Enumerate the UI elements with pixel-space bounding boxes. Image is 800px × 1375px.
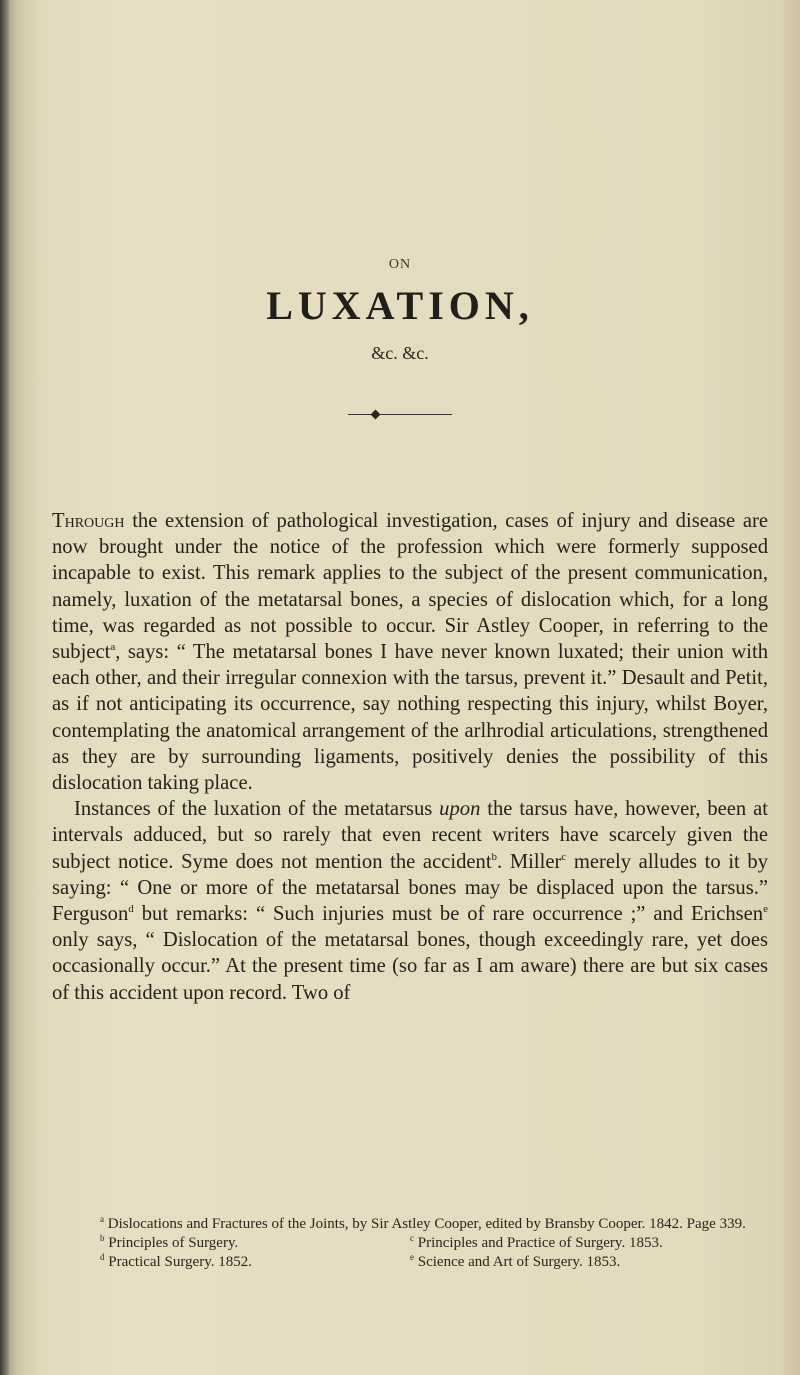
paragraph-2-text-e: but remarks: “ Such injuries must be of rare occurrence ;” and Erichsen — [133, 903, 764, 926]
footnotes — [72, 1215, 768, 1272]
footnote-b — [100, 1234, 410, 1253]
footnote-mark-a: a — [100, 1214, 104, 1224]
footnote-ref-c: c — [561, 850, 567, 863]
paragraph-2-text-b: the tarsus have, however, been at intervals adduced, but so rarely that even recent writers have scarcely given the subject notice. Syme does not mention the accident — [52, 798, 768, 873]
paragraph-2-text-a: Instances of the luxation of the metatarsus — [74, 798, 440, 821]
footnote-a-text: Dislocations and Fractures of the Joints, by Sir Astley Cooper, edited by Bransby Cooper. 1842. Page 339. — [104, 1216, 746, 1232]
paragraph-1-tail: , says: “ The metatarsal bones I have never known luxated; their union with each other, and their irregular connexion with the tarsus, prevent it.” Desault and Petit, as if not anticipating its occurrence, say nothing respecting this injury, whilst Boyer, contemplating the anatomical arrangement of the arlhrodial articulations, strengthened as they are by surrounding ligaments, positively denies the possibility of this dislocation taking place. — [52, 641, 768, 795]
footnote-mark-e: e — [410, 1252, 414, 1262]
footnote-ref-b: b — [491, 850, 498, 863]
page-title: LUXATION, — [266, 283, 534, 328]
footnote-e-text: Science and Art of Surgery. 1853. — [414, 1254, 621, 1270]
footnote-row-1 — [72, 1234, 768, 1253]
paragraph-2-text-f: only says, “ Dislocation of the metatarsal bones, though exceedingly rare, yet does occasionally occur.” At the present time (so far as I am aware) there are but six cases of this accident upon record. Two of — [52, 929, 768, 1004]
paragraph-2-text-c: . Miller — [497, 850, 562, 873]
footnote-ref-e: e — [763, 903, 768, 916]
footnote-b-text: Principles of Surgery. — [104, 1235, 239, 1251]
footnote-a — [72, 1215, 768, 1234]
lead-word: Through — [52, 510, 125, 532]
footnote-e — [410, 1253, 620, 1272]
ornament-line-right — [379, 414, 452, 415]
footnote-ref-a: a — [110, 641, 116, 654]
footnote-mark-b: b — [100, 1233, 105, 1243]
footnote-c-text: Principles and Practice of Surgery. 1853. — [414, 1235, 663, 1251]
pre-title: ON — [388, 257, 412, 272]
footnote-d-text: Practical Surgery. 1852. — [104, 1254, 252, 1270]
paragraph-1-text: the extension of pathological investigation, cases of injury and disease are now brought under the notice of the profession which were formerly supposed incapable to exist. This remark applies to the subject of the present communication, namely, luxation of the metatarsal bones, a species of dislocation which, for a long time, was regarded as not possible to occur. Sir Astley Cooper, in referring to the subject — [52, 510, 768, 664]
divider-ornament — [348, 410, 452, 420]
footnote-row-2 — [72, 1253, 768, 1272]
footnote-c — [410, 1234, 663, 1253]
paragraph-2-text-d: merely alludes to it by saying: “ One or more of the metatarsal bones may be displaced upon the tarsus.” Ferguson — [52, 850, 769, 926]
page-subtitle: &c. &c. — [371, 343, 429, 363]
footnote-mark-c: c — [410, 1233, 414, 1243]
paragraph-2 — [52, 796, 768, 1006]
paragraph-1 — [52, 508, 768, 796]
footnote-ref-d: d — [128, 903, 134, 916]
footnote-mark-d: d — [100, 1252, 105, 1262]
footnote-d — [100, 1253, 410, 1272]
body-text — [52, 508, 768, 1006]
emphasis-upon: upon — [439, 798, 481, 821]
page-spine-shadow — [0, 0, 10, 1375]
